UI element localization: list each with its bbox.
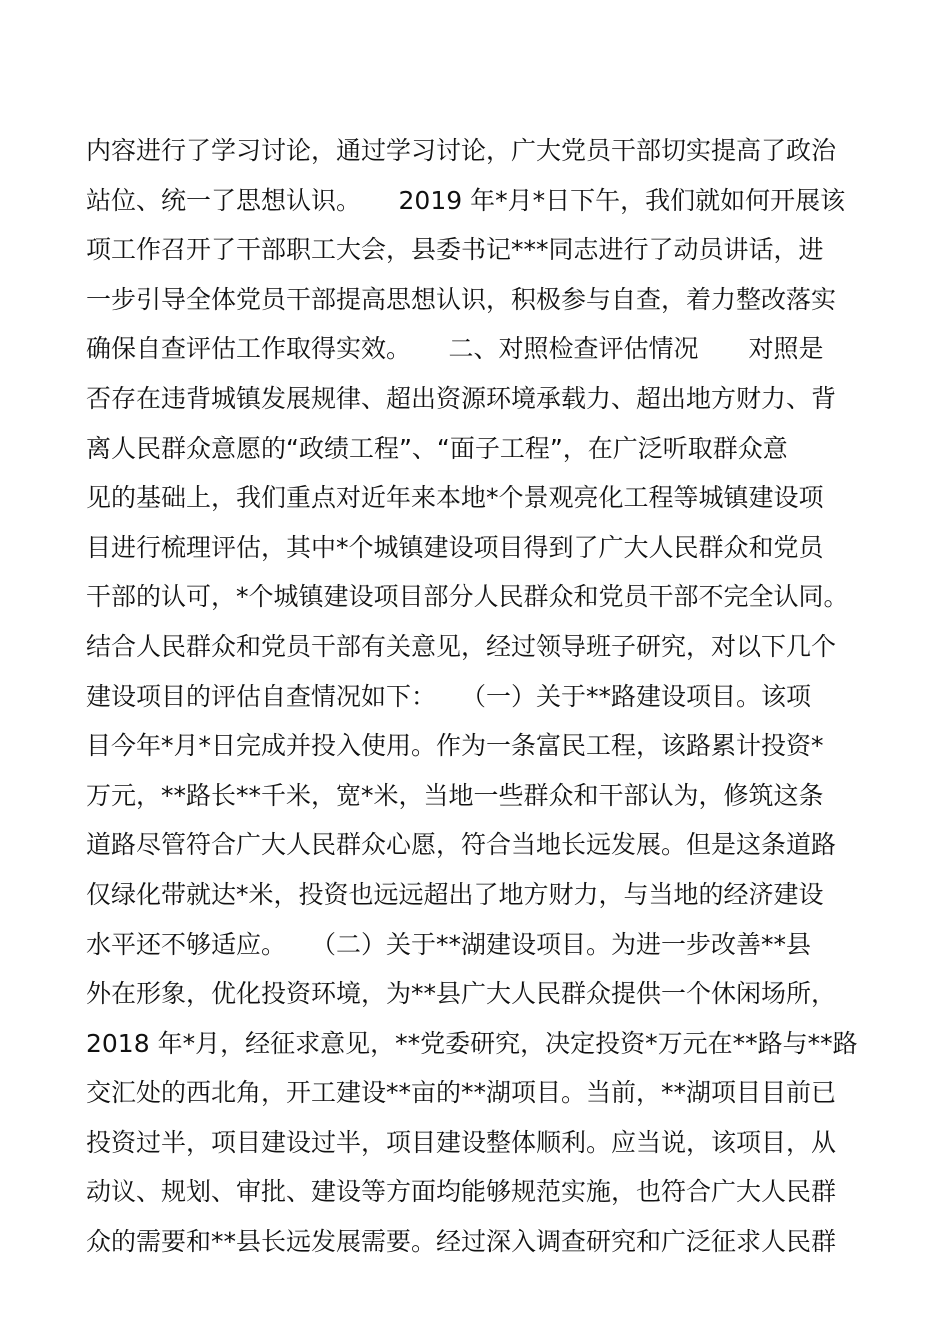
text-line: 建设项目的评估自查情况如下： （一）关于**路建设项目。该项 <box>86 681 812 711</box>
text-line: 目今年*月*日完成并投入使用。作为一条富民工程，该路累计投资* <box>86 731 824 761</box>
text-line: 否存在违背城镇发展规律、超出资源环境承载力、超出地方财力、背 <box>86 383 837 413</box>
text-line: 目进行梳理评估，其中*个城镇建设项目得到了广大人民群众和党员 <box>86 532 824 562</box>
text-line: 动议、规划、审批、建设等方面均能够规范实施，也符合广大人民群 <box>86 1177 837 1207</box>
text-line: 外在形象，优化投资环境，为**县广大人民群众提供一个休闲场所， <box>86 979 837 1009</box>
text-line: 投资过半，项目建设过半，项目建设整体顺利。应当说，该项目，从 <box>86 1127 837 1157</box>
text-line: 项工作召开了干部职工大会，县委书记***同志进行了动员讲话，进 <box>86 235 824 265</box>
text-line: 仅绿化带就达*米，投资也远远超出了地方财力，与当地的经济建设 <box>86 879 824 909</box>
text-line: 结合人民群众和党员干部有关意见，经过领导班子研究，对以下几个 <box>86 631 837 661</box>
text-line: 水平还不够适应。 （二）关于**湖建设项目。为进一步改善**县 <box>86 929 812 959</box>
body-text <box>86 126 876 1267</box>
text-line: 确保自查评估工作取得实效。 二、对照检查评估情况 对照是 <box>86 334 824 364</box>
text-line: 站位、统一了思想认识。 2019 年*月*日下午，我们就如何开展该 <box>86 185 846 215</box>
text-line: 内容进行了学习讨论，通过学习讨论，广大党员干部切实提高了政治 <box>86 136 837 165</box>
text-line: 一步引导全体党员干部提高思想认识，积极参与自查，着力整改落实 <box>86 284 837 314</box>
text-line: 道路尽管符合广大人民群众心愿，符合当地长远发展。但是这条道路 <box>86 830 837 860</box>
text-line: 离人民群众意愿的“政绩工程”、“面子工程”，在广泛听取群众意 <box>86 433 788 463</box>
text-line: 众的需要和**县长远发展需要。经过深入调查研究和广泛征求人民群 <box>86 1227 837 1257</box>
text-line: 万元，**路长**千米，宽*米，当地一些群众和干部认为，修筑这条 <box>86 780 824 810</box>
text-line: 交汇处的西北角，开工建设**亩的**湖项目。当前，**湖项目目前已 <box>86 1078 837 1108</box>
text-line: 见的基础上，我们重点对近年来本地*个景观亮化工程等城镇建设项 <box>86 483 824 513</box>
text-line: 2018 年*月，经征求意见，**党委研究，决定投资*万元在**路与**路 <box>86 1028 858 1058</box>
text-line: 干部的认可，*个城镇建设项目部分人民群众和党员干部不完全认同。 <box>86 582 849 612</box>
